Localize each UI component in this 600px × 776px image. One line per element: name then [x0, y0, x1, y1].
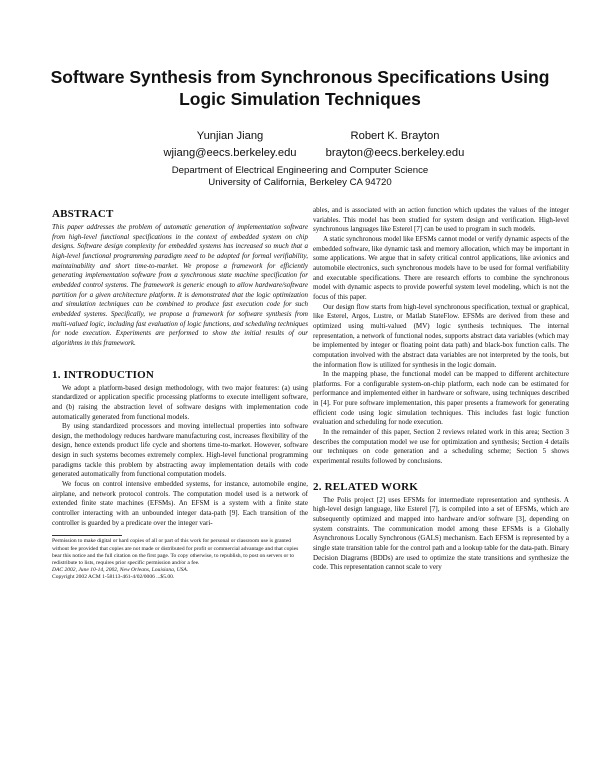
intro-paragraph: By using standardized processors and moving intellectual properties into software design, the methodology reduces hardware manufacturing cost, increases flexibility of the design, hence extends product life cycle and shortens time-to-market. However, software design in such systems becomes extremely complex. High-level functional programming paradigms tackle this problem by abstracting away implementation details with code generated automatically from functional computation models. [52, 422, 308, 479]
author-email: wjiang@eecs.berkeley.edu [163, 147, 297, 159]
copyright-notice: Copyright 2002 ACM 1-58113-461-4/02/0006 ...$5.00. [52, 574, 175, 581]
affiliation [100, 165, 500, 189]
intro-paragraph: ables, and is associated with an action function which updates the values of the integer variables. This model has been studied for system design and verification. High-level synchronous languages like Esterel [7] can be used to program in such models. [313, 206, 569, 234]
affiliation-university: University of California, Berkeley CA 94720 [208, 177, 392, 188]
abstract-heading: ABSTRACT [52, 208, 114, 220]
right-column [313, 206, 569, 573]
author-name: Yunjian Jiang [196, 130, 264, 142]
author-name: Robert K. Brayton [350, 130, 440, 142]
intro-paragraph: Our design flow starts from high-level synchronous specification, textual or graphical, like Esterel, Argos, Lustre, or Matlab StateFlow. EFSMs are derived from these and optimized using multi-valued (MV) logic synthesis techniques. The internal representation, a network of functional nodes, supports abstract data variables (which may be implemented by integer or floating point data path) and black-box function calls. The computation involved with the abstract data variables are not interpreted by the tools, but the information flow is utilized for synthesis in the logic domain. [313, 302, 569, 369]
footnote-rule [52, 535, 122, 536]
conference-info: DAC 2002, June 10-14, 2002, New Orleans, Louisiana, USA. [52, 567, 189, 574]
abstract-text: This paper addresses the problem of automatic generation of implementation software from high-level functional specifications in the context of embedded system on chip designs. Software design complexity for embedded systems has increased so much that a high-level functional programming paradigm need to be adopted for formal verifiability, maintainability and short time-to-market. We propose a framework for efficiently generating implementation software from a synchronous state machine specification for embedded control systems. The framework is generic enough to allow hardware/software partition for a given architecture platform. It is demonstrated that the logic optimization and simulation techniques can be combined to produce fast execution code for such embedded systems. Specifically, we propose a framework for software synthesis from multi-valued logic, including fast evaluation of logic functions, and scheduling techniques for node execution. Experiments are performed to show the initial results of our algorithms in this framework. [52, 223, 308, 347]
permission-notice: Permission to make digital or hard copies of all or part of this work for personal or classroom use is granted without fee provided that copies are not made or distributed for profit or commercial advantage and that copies bear this notice and the full citation on the first page. To copy otherwise, to republish, to post on servers or to redistribute to lists, requires prior specific permission and/or a fee. [52, 538, 299, 566]
related-work-paragraph: The Polis project [2] uses EFSMs for intermediate representation and synthesis. A high-level design language, like Esterel [7], is compiled into a set of EFSMs, which are subsequently optimized and mapped into hardware and/or software [3], depending on system constraints. The communication model among these EFSMs is a Globally Asynchronous Locally Synchronous (GALS) mechanism. Each EFSM is represented by a single state transition table for the control path and a lookup table for the data-path. Binary Decision Diagrams (BDDs) are used to optimize the state transitions and synthesize the code. This representation cannot scale to very [313, 495, 569, 572]
left-column [52, 208, 308, 582]
paper-title: Software Synthesis from Synchronous Specifications Using Logic Simulation Techniques [50, 67, 550, 109]
intro-paragraph: A static synchronous model like EFSMs cannot model or verify dynamic aspects of the embedded software, like dynamic task and memory allocation, which may be important in some applications. We argue that in safety critical control applications, like avionics and automobile electronics, such synchronous models have to be used for formal verifiability and executable specifications. There are research efforts to combine the synchronous model with dynamic aspects to provide powerful system level modeling, which is not the focus of this paper. [313, 234, 569, 301]
author-email: brayton@eecs.berkeley.edu [325, 147, 465, 159]
affiliation-department: Department of Electrical Engineering and Computer Science [171, 165, 429, 176]
intro-paragraph: We adopt a platform-based design methodology, with two major features: (a) using standardized or application specific processing platforms to execute intelligent software, and (b) raising the abstraction level of software designs with implementation code automatically generated from functional models. [52, 383, 308, 421]
intro-paragraph: In the remainder of this paper, Section 2 reviews related work in this area; Section 3 describes the computation model we use for optimization and synthesis; Section 4 details our techniques on code generation and a scheduling scheme; Section 5 shows experimental results followed by conclusions. [313, 428, 569, 466]
intro-paragraph: In the mapping phase, the functional model can be mapped to different architecture platforms. For a configurable system-on-chip platform, each node can be estimated for performance and implemented either in hardware or software, using techniques described in [4]. For pure software implementation, this paper presents a framework for generating efficient code using logic simulation techniques. This includes fast logic function evaluation and scheduling for node execution. [313, 370, 569, 427]
author-block-1 [135, 128, 325, 162]
intro-paragraph: We focus on control intensive embedded systems, for instance, automobile engine, airplane, and network protocol controls. The computation model used is a network of extended finite state machines (EFSMs). An EFSM is a system with a finite state controller interacting with an unbounded integer data-path [9]. Each transition of the controller is guarded by a predicate over the integer vari- [52, 480, 308, 527]
related-work-heading: 2. RELATED WORK [313, 480, 418, 493]
introduction-heading: 1. INTRODUCTION [52, 368, 155, 381]
author-block-2 [300, 128, 490, 162]
